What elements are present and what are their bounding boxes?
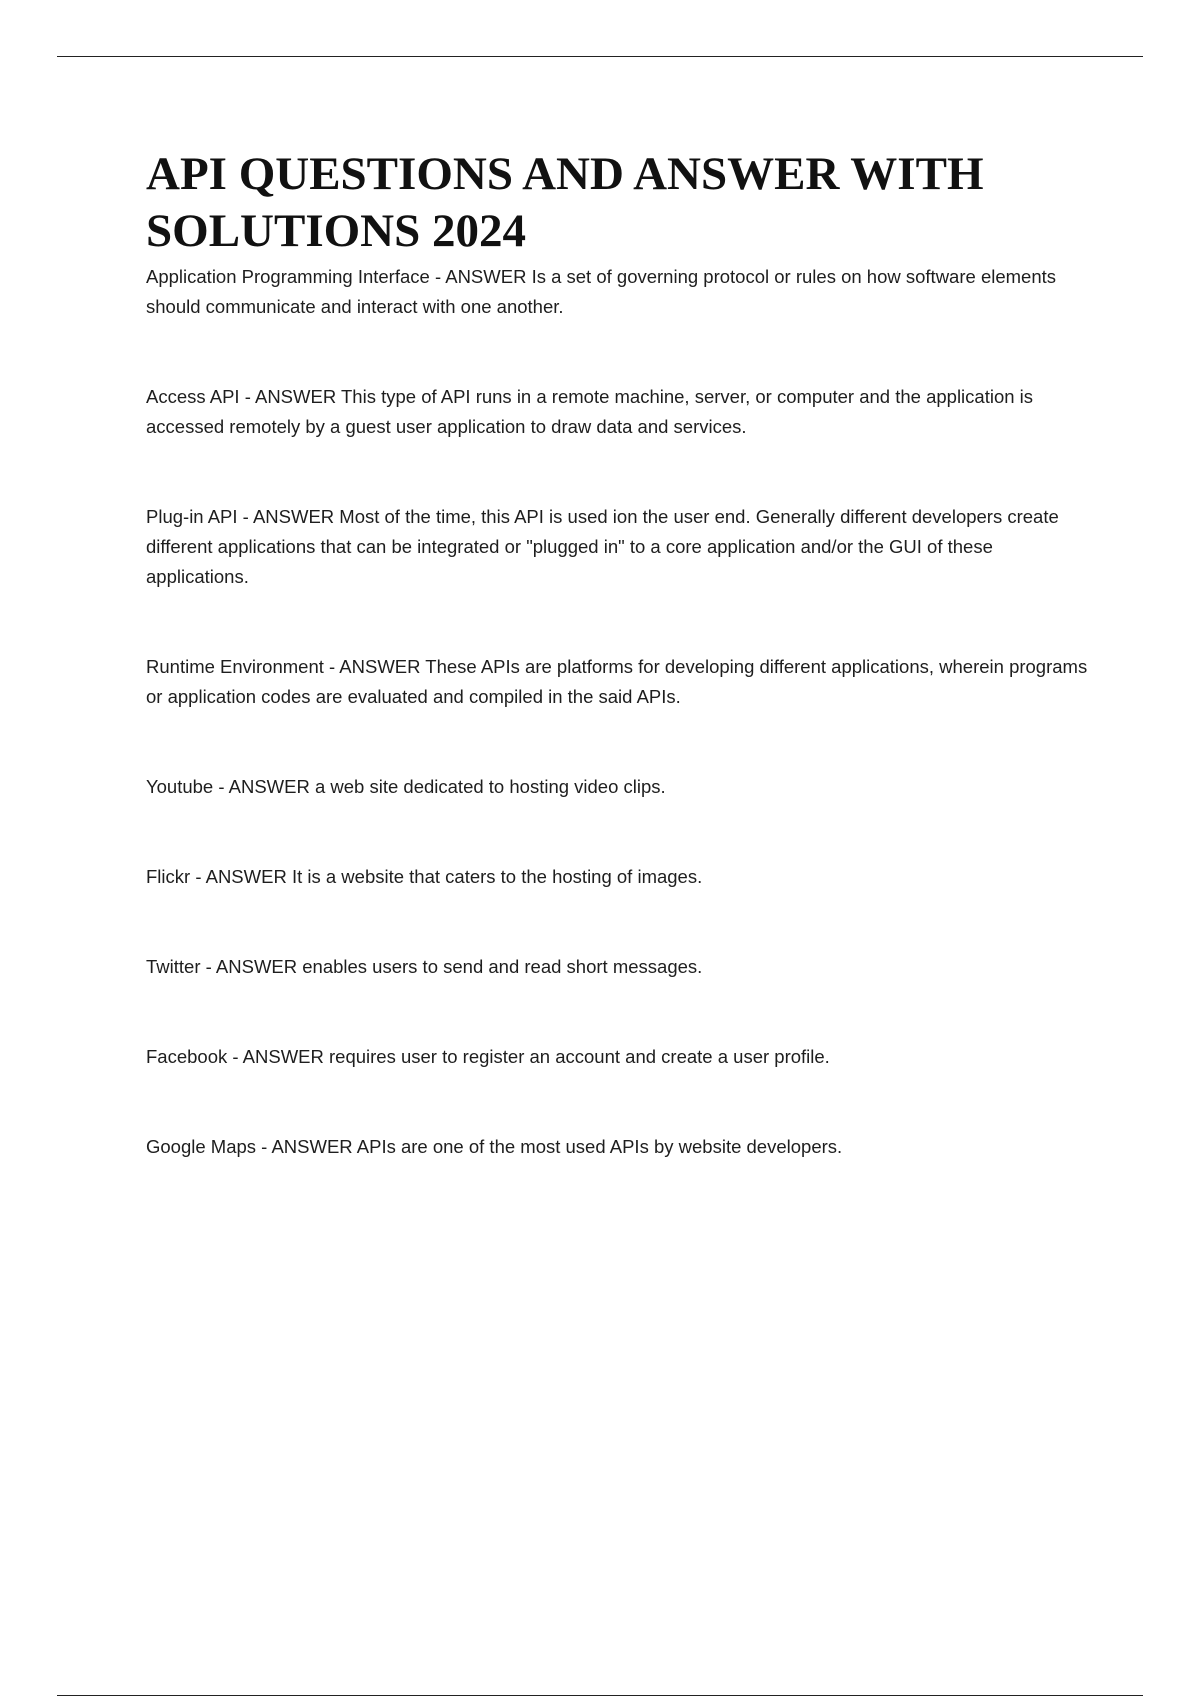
top-divider <box>57 56 1143 57</box>
qa-item-twitter: Twitter - ANSWER enables users to send and read short messages. <box>146 956 703 977</box>
document-body <box>146 146 1096 1162</box>
qa-item-google-maps: Google Maps - ANSWER APIs are one of the most used APIs by website developers. <box>146 1136 843 1157</box>
qa-item-application-programming-interface: Application Programming Interface - ANSWER Is a set of governing protocol or rules on how software elements should communicate and interact with one another. <box>146 266 1057 317</box>
document-title: API QUESTIONS AND ANSWER WITH SOLUTIONS 2024 <box>146 148 984 257</box>
qa-item-flickr: Flickr - ANSWER It is a website that caters to the hosting of images. <box>146 866 703 887</box>
qa-item-runtime-environment: Runtime Environment - ANSWER These APIs are platforms for developing different applications, wherein programs or application codes are evaluated and compiled in the said APIs. <box>146 656 1088 707</box>
qa-list <box>146 262 1096 1162</box>
qa-item-facebook: Facebook - ANSWER requires user to register an account and create a user profile. <box>146 1046 830 1067</box>
qa-item-access-api: Access API - ANSWER This type of API runs in a remote machine, server, or computer and the application is accessed remotely by a guest user application to draw data and services. <box>146 386 1034 437</box>
bottom-divider <box>57 1695 1143 1696</box>
qa-item-plug-in-api: Plug-in API - ANSWER Most of the time, this API is used ion the user end. Generally different developers create different applications that can be integrated or "plugged in" to a core application and/or the GUI of these applications. <box>146 506 1059 587</box>
qa-item-youtube: Youtube - ANSWER a web site dedicated to hosting video clips. <box>146 776 666 797</box>
